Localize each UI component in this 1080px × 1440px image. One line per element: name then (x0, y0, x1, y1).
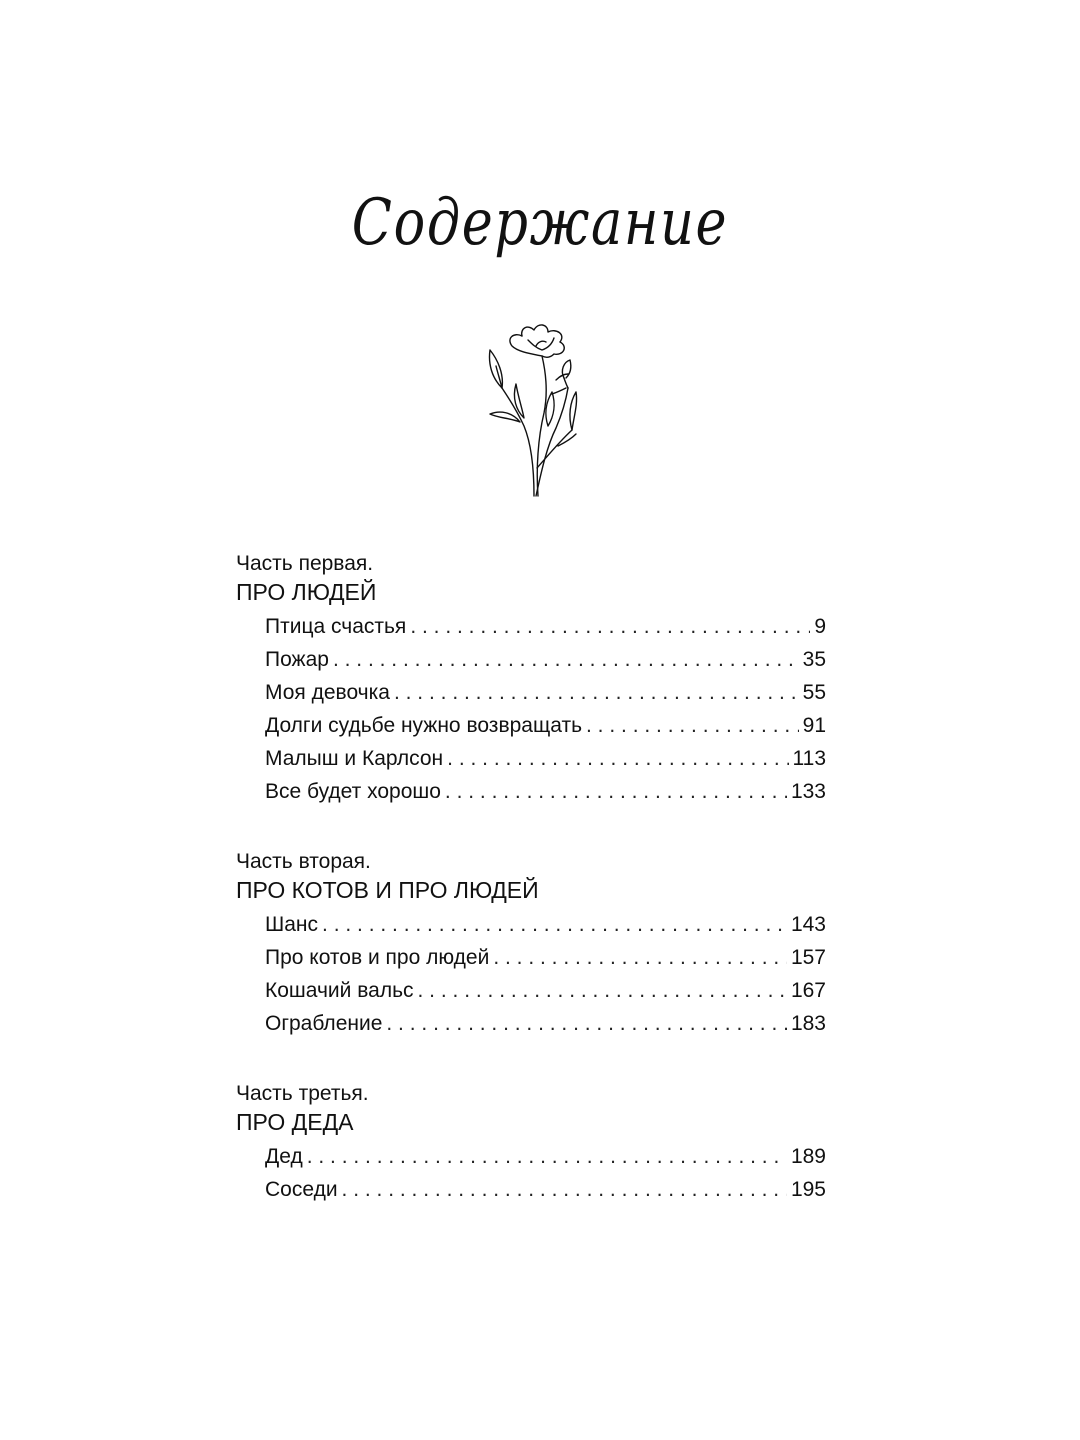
entry-title: Птица счастья (265, 615, 407, 638)
flower-illustration (476, 318, 586, 498)
dot-leader (394, 676, 799, 709)
entry-title: Кошачий вальс (265, 979, 414, 1002)
part-title: ПРО ДЕДА (236, 1109, 354, 1135)
part-title: ПРО ЛЮДЕЙ (236, 579, 377, 605)
toc-entry[interactable] (265, 908, 826, 941)
page-number: 189 (790, 1145, 826, 1168)
entry-title: Пожар (265, 648, 329, 671)
entry-title: Долги судьбе нужно возвращать (265, 714, 583, 737)
page-number: 35 (802, 648, 826, 671)
toc-entry[interactable] (265, 941, 826, 974)
toc-entry-list (236, 1140, 826, 1206)
dot-leader (322, 908, 787, 941)
dot-leader (418, 974, 787, 1007)
page-number: 157 (790, 946, 826, 969)
page-number: 183 (790, 1012, 826, 1035)
dot-leader (410, 610, 810, 643)
entry-title: Малыш и Карлсон (265, 747, 444, 770)
toc-entry[interactable] (265, 742, 826, 775)
page-number: 133 (790, 780, 826, 803)
table-of-contents (236, 550, 826, 1246)
toc-entry[interactable] (265, 974, 826, 1007)
toc-entry[interactable] (265, 1140, 826, 1173)
dot-leader (586, 709, 799, 742)
toc-entry[interactable] (265, 676, 826, 709)
page-number: 55 (802, 681, 826, 704)
part-number: Часть третья. (236, 1082, 369, 1105)
dot-leader (447, 742, 788, 775)
part-title: ПРО КОТОВ И ПРО ЛЮДЕЙ (236, 877, 539, 903)
entry-title: Соседи (265, 1178, 338, 1201)
part-number: Часть первая. (236, 552, 374, 575)
entry-title: Шанс (265, 913, 319, 936)
toc-part-2 (236, 848, 826, 1040)
page-number: 113 (792, 747, 826, 770)
toc-part-3 (236, 1080, 826, 1206)
toc-part-1 (236, 550, 826, 808)
entry-title: Про котов и про людей (265, 946, 490, 969)
page-number: 167 (790, 979, 826, 1002)
toc-entry[interactable] (265, 610, 826, 643)
page-number: 195 (790, 1178, 826, 1201)
dot-leader (445, 775, 787, 808)
toc-entry[interactable] (265, 775, 826, 808)
entry-title: Дед (265, 1145, 303, 1168)
page-number: 9 (814, 615, 826, 638)
entry-title: Моя девочка (265, 681, 390, 704)
toc-entry[interactable] (265, 1007, 826, 1040)
toc-entry-list (236, 908, 826, 1040)
toc-entry[interactable] (265, 709, 826, 742)
dot-leader (342, 1173, 787, 1206)
dot-leader (307, 1140, 787, 1173)
toc-entry[interactable] (265, 643, 826, 676)
part-number: Часть вторая. (236, 850, 371, 873)
dot-leader (386, 1007, 787, 1040)
dot-leader (333, 643, 799, 676)
page-number: 143 (790, 913, 826, 936)
entry-title: Все будет хорошо (265, 780, 441, 803)
toc-entry-list (236, 610, 826, 808)
entry-title: Ограбление (265, 1012, 383, 1035)
dot-leader (493, 941, 787, 974)
page-number: 91 (802, 714, 826, 737)
toc-entry[interactable] (265, 1173, 826, 1206)
page-title: Содержание (351, 186, 729, 260)
